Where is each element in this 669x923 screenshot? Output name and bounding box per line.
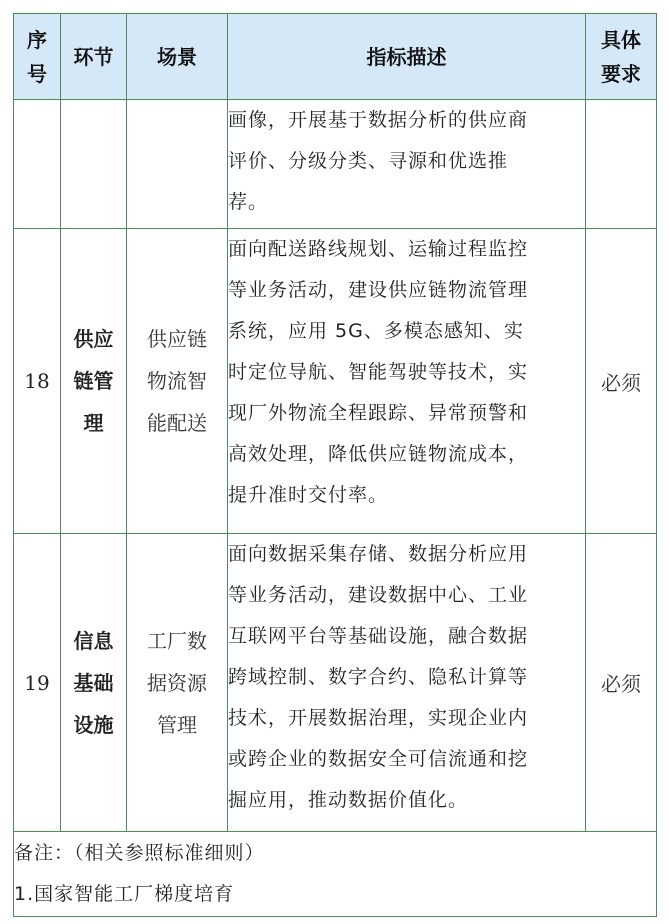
- header-stage: 环节: [61, 14, 127, 100]
- row-requirement: 必须: [586, 534, 657, 832]
- row-index: 19: [14, 534, 61, 832]
- table-row: [14, 229, 657, 534]
- row-index: 18: [14, 229, 61, 534]
- indicator-table: [13, 13, 657, 917]
- row-stage: 信息 基础 设施: [61, 534, 127, 832]
- row-index: [14, 100, 61, 229]
- row-scene: [127, 100, 228, 229]
- table-row: [14, 100, 657, 229]
- note-item-1: 1.国家智能工厂梯度培育: [14, 883, 235, 905]
- header-scene: 场景: [127, 14, 228, 100]
- header-description: 指标描述: [228, 14, 586, 100]
- remark-text: 备注：（相关参照标准细则）: [14, 842, 265, 864]
- row-stage: 供应 链管 理: [61, 229, 127, 534]
- row-scene: 供应链 物流智 能配送: [127, 229, 228, 534]
- row-stage: [61, 100, 127, 229]
- row-scene: 工厂数 据资源 管理: [127, 534, 228, 832]
- row-description: 面向数据采集存储、数据分析应用 等业务活动，建设数据中心、工业 互联网平台等基础设施，融合数据 跨域控制、数字合约、隐私计算等 技术，开展数据治理，实现企业内 或跨企业的数据安全可信流通和挖 掘应用，推动数据价值化。: [228, 534, 586, 832]
- row-requirement: 必须: [586, 229, 657, 534]
- table-header-row: [14, 14, 657, 100]
- notes-row: [14, 832, 657, 917]
- row-description: 面向配送路线规划、运输过程监控 等业务活动，建设供应链物流管理 系统，应用 5G、多模态感知、实 时定位导航、智能驾驶等技术，实 现厂外物流全程跟踪、异常预警和 高效处理，降低供应链物流成本， 提升准时交付率。: [228, 229, 586, 534]
- header-index: 序 号: [14, 14, 61, 100]
- row-requirement: [586, 100, 657, 229]
- row-description: 画像，开展基于数据分析的供应商 评价、分级分类、寻源和优选推 荐。: [228, 100, 586, 229]
- table-row: [14, 534, 657, 832]
- notes-cell: [14, 832, 657, 917]
- header-requirement: 具体 要求: [586, 14, 657, 100]
